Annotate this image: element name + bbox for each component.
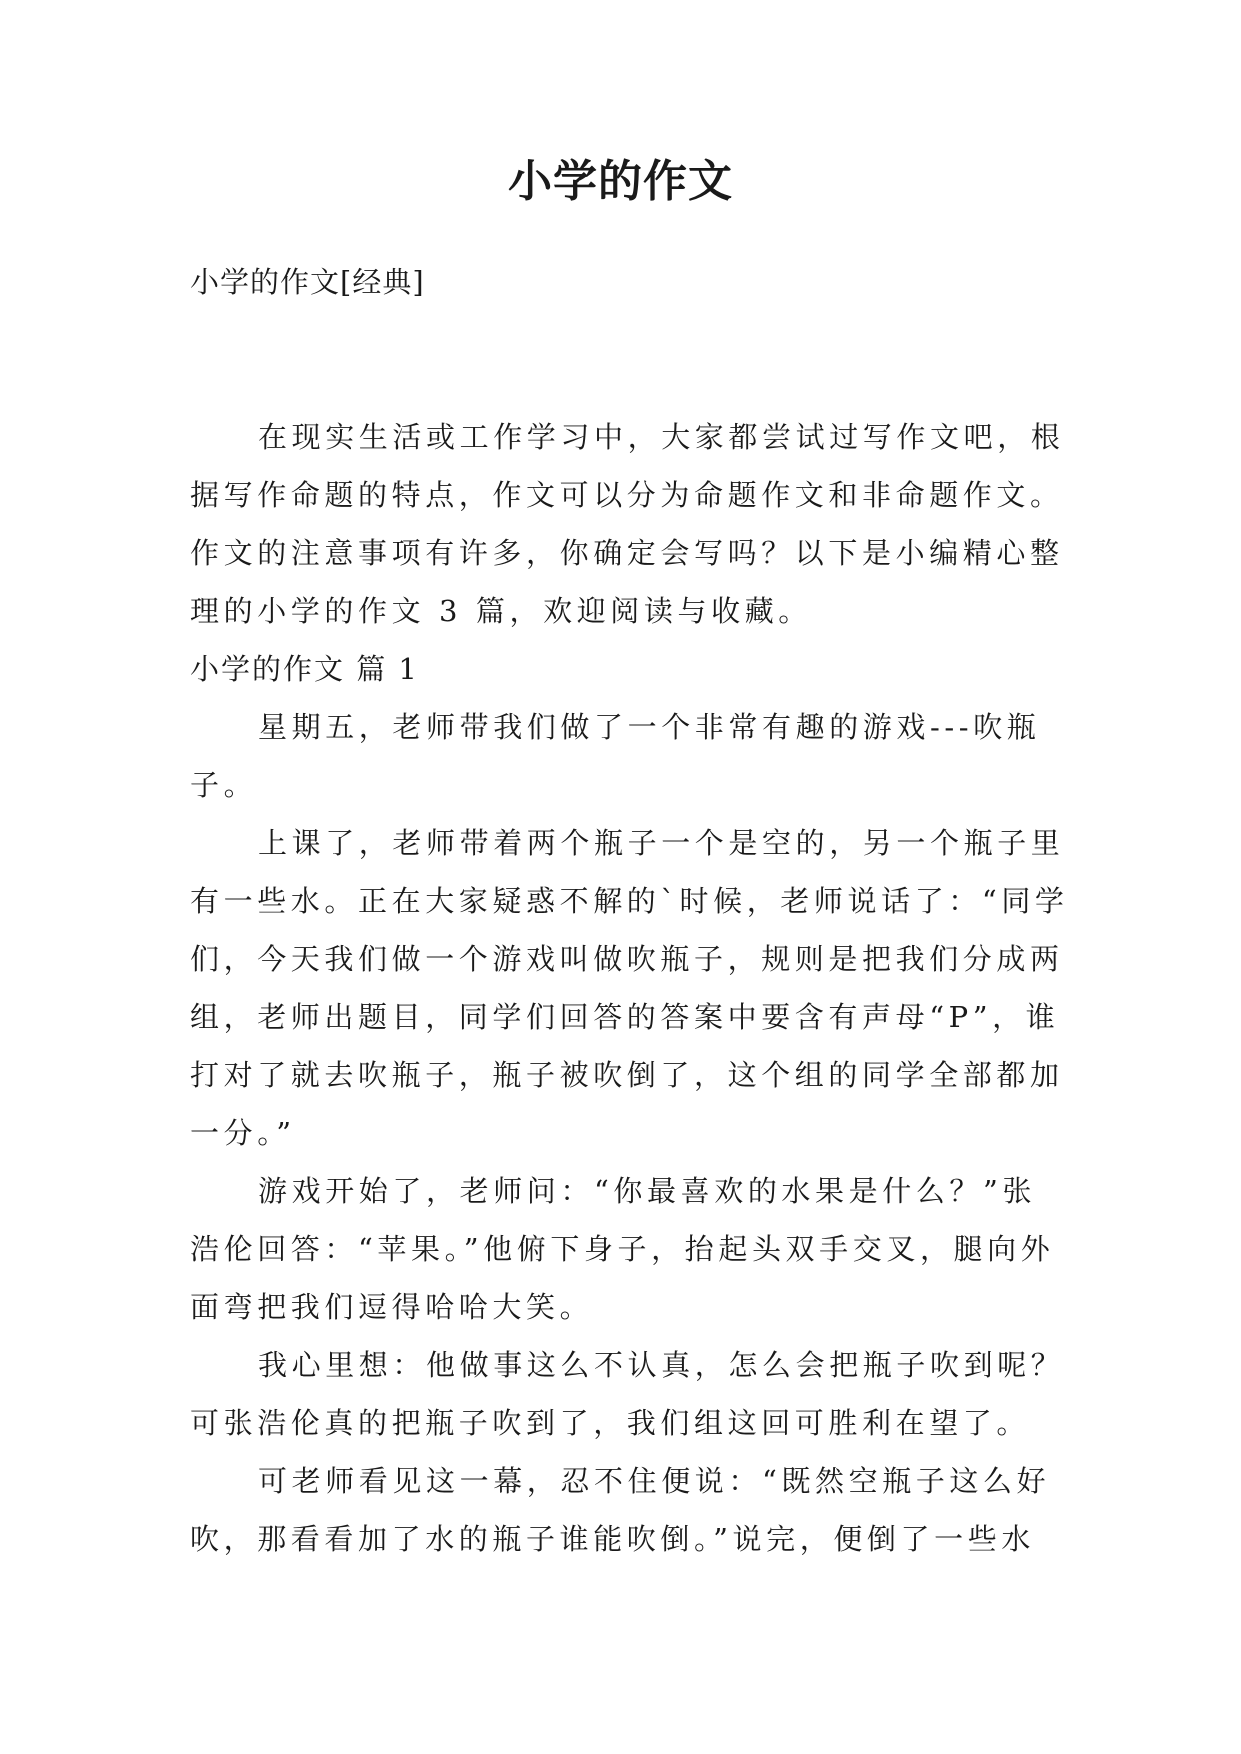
text-line: 组，老师出题目，同学们回答的答案中要含有声母“P”，谁 [190,1000,1060,1034]
text-line: 据写作命题的特点，作文可以分为命题作文和非命题作文。 [190,478,1064,512]
text-line: 上课了，老师带着两个瓶子一个是空的，另一个瓶子里 [258,826,1065,860]
document-body [190,408,1069,1568]
document-title: 小学的作文 [508,156,733,207]
text-line: 吹，那看看加了水的瓶子谁能吹倒。”说完，便倒了一些水 [190,1522,1035,1556]
section-heading: 小学的作文 篇 1 [190,652,419,686]
text-line: 理的小学的作文 3 篇，欢迎阅读与收藏。 [190,594,812,628]
text-line: 打对了就去吹瓶子，瓶子被吹倒了，这个组的同学全部都加 [190,1058,1064,1092]
text-line: 一分。” [190,1116,296,1150]
text-line: 面弯把我们逗得哈哈大笑。 [190,1290,594,1324]
text-line: 游戏开始了，老师问：“你最喜欢的水果是什么？”张 [258,1174,1037,1208]
text-line: 我心里想：他做事这么不认真，怎么会把瓶子吹到呢？ [258,1348,1065,1382]
document-subtitle: 小学的作文[经典] [190,265,425,299]
text-line: 可张浩伦真的把瓶子吹到了，我们组这回可胜利在望了。 [190,1406,1031,1440]
text-line: 在现实生活或工作学习中，大家都尝试过写作文吧，根 [258,420,1065,454]
text-line: 星期五，老师带我们做了一个非常有趣的游戏---吹瓶 [258,710,1041,744]
text-line: 们，今天我们做一个游戏叫做吹瓶子，规则是把我们分成两 [190,942,1064,976]
text-line: 可老师看见这一幕，忍不住便说：“既然空瓶子这么好 [258,1464,1051,1498]
text-line: 有一些水。正在大家疑惑不解的`时候，老师说话了：“同学 [190,884,1069,918]
text-line: 浩伦回答：“苹果。”他俯下身子，抬起头双手交叉，腿向外 [190,1232,1055,1266]
text-line: 作文的注意事项有许多，你确定会写吗？以下是小编精心整 [190,536,1064,570]
text-line: 子。 [190,768,258,802]
